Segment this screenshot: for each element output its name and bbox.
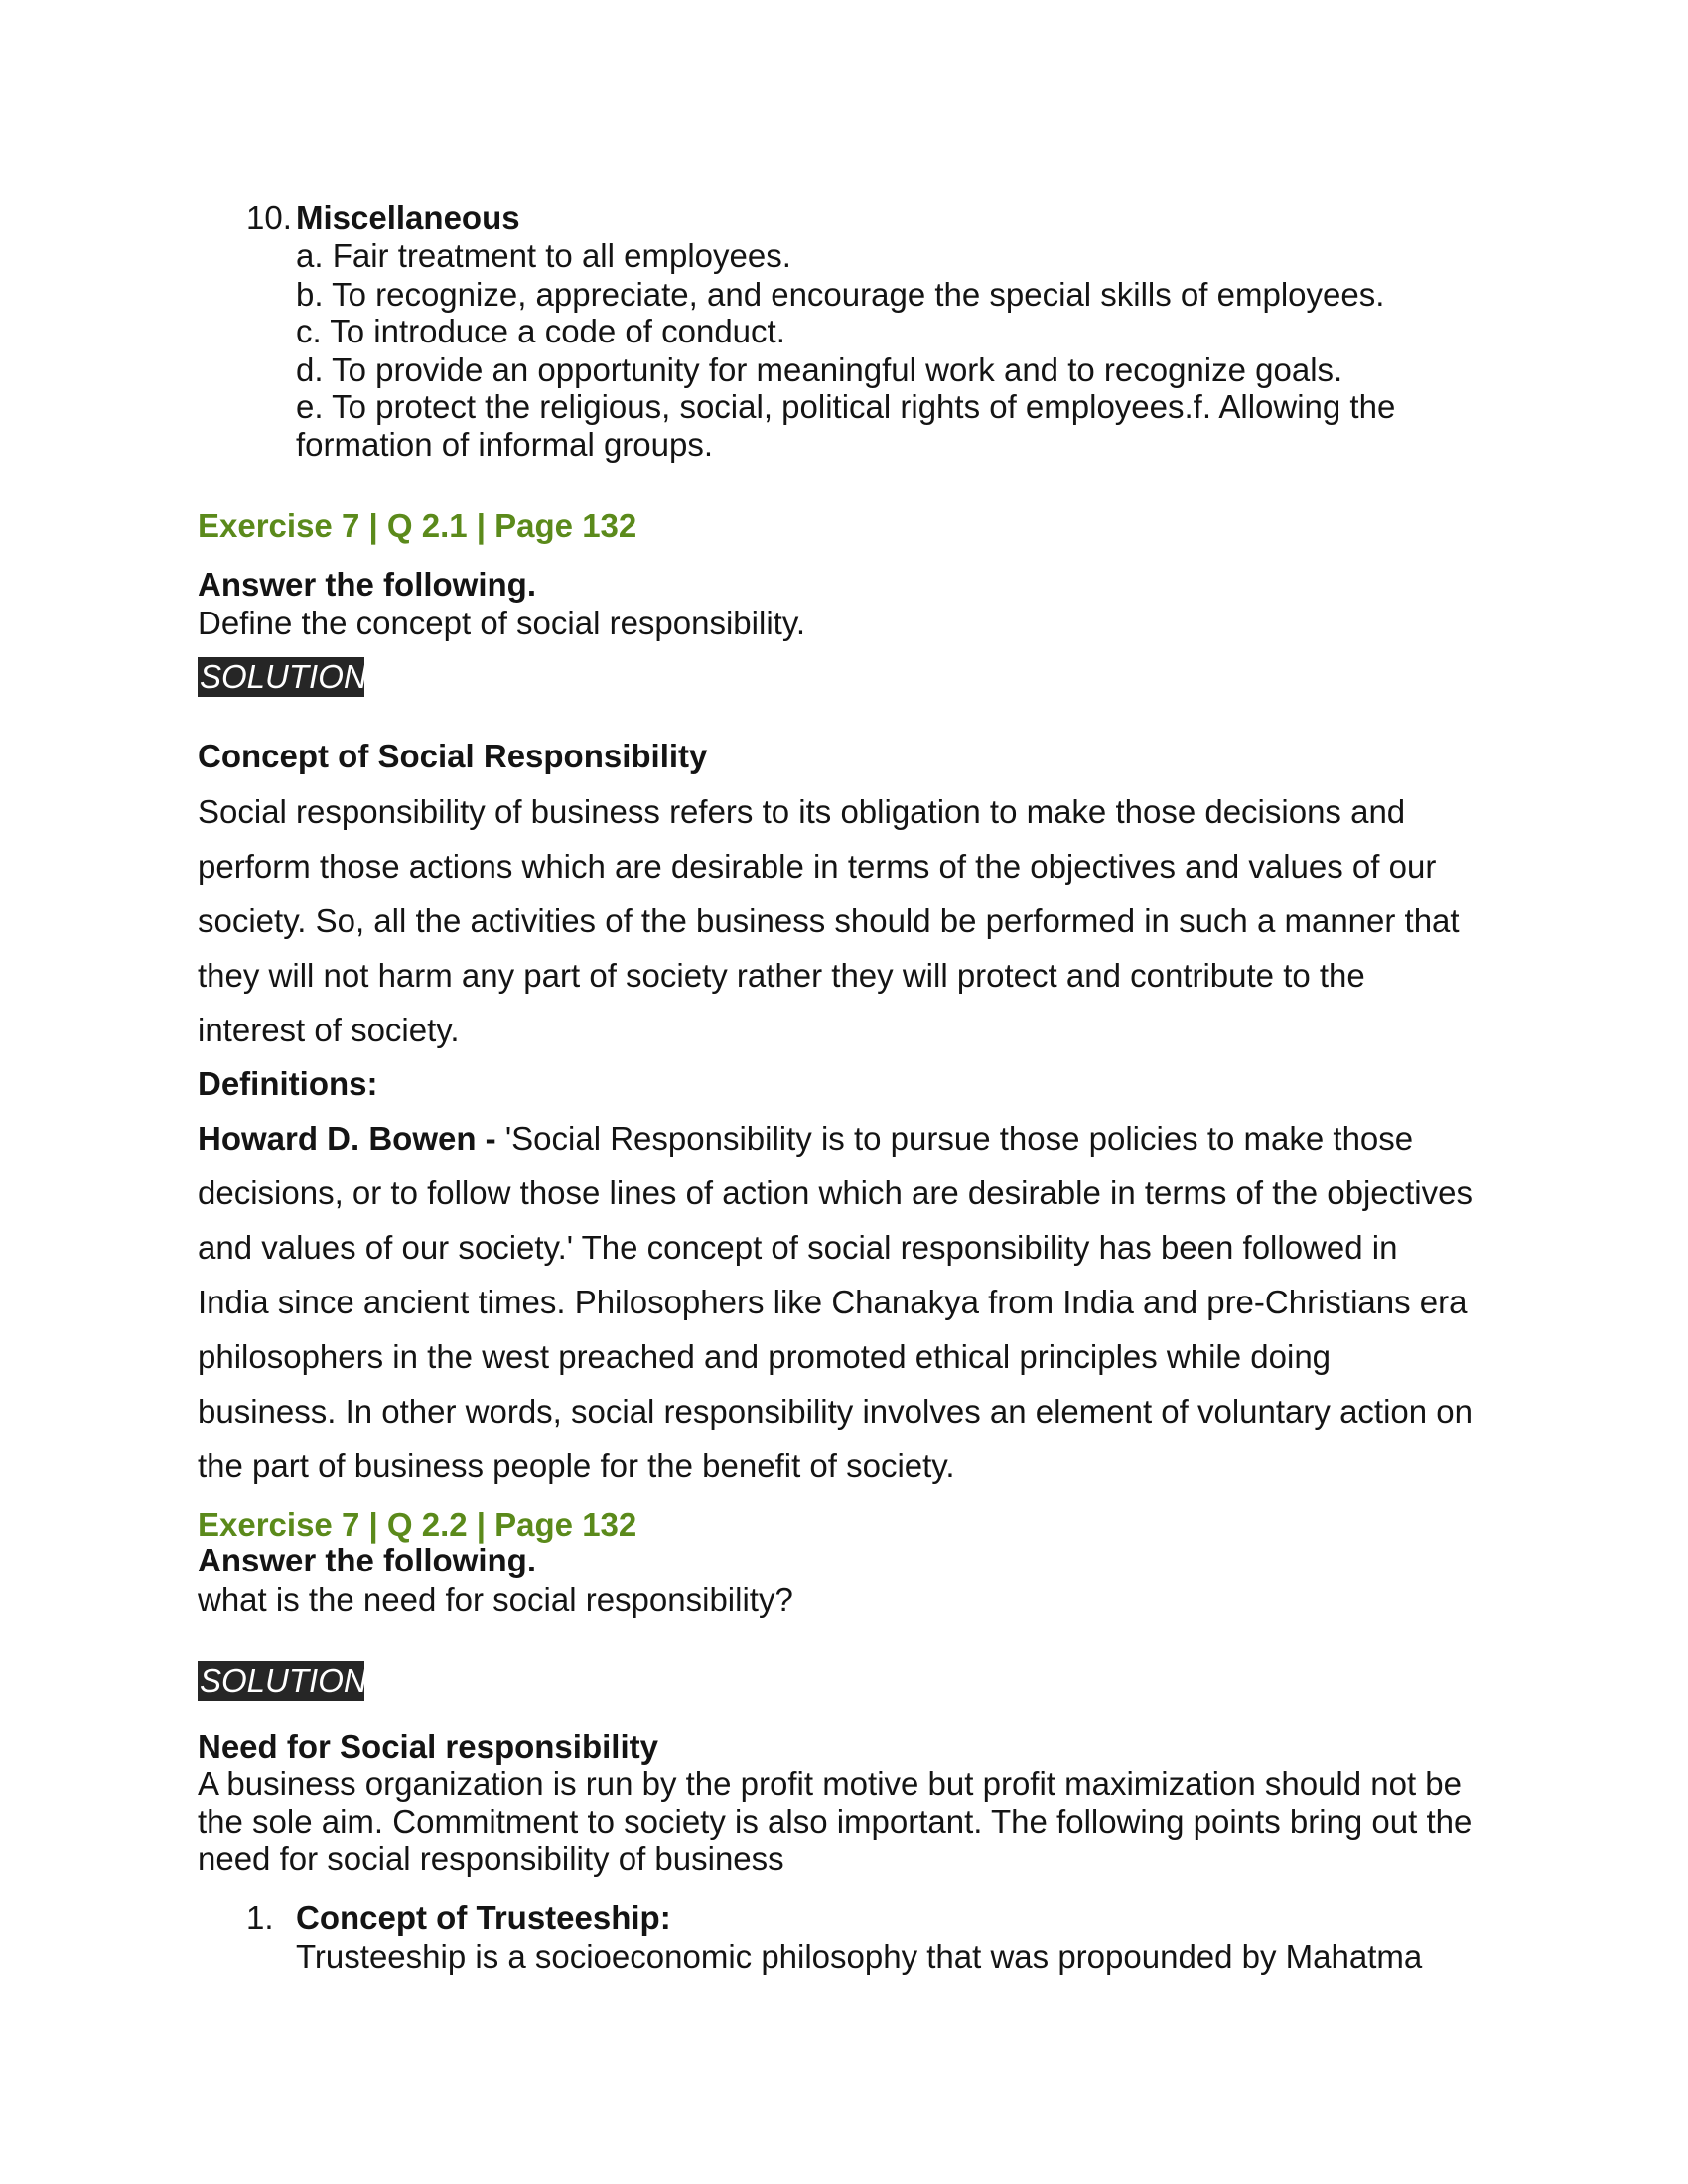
solution-badge: SOLUTION xyxy=(200,1662,367,1699)
list-number: 10. xyxy=(246,200,292,236)
paragraph-line: interest of society. xyxy=(198,1012,460,1048)
question-text: what is the need for social responsibility? xyxy=(198,1581,793,1618)
misc-item: c. To introduce a code of conduct. xyxy=(296,313,785,349)
paragraph-line: A business organization is run by the profit motive but profit maximization should not be xyxy=(198,1765,1463,1802)
paragraph-line: perform those actions which are desirable in terms of the objectives and values of our xyxy=(198,848,1437,885)
paragraph-line: the sole aim. Commitment to society is also important. The following points bring out the xyxy=(198,1803,1473,1840)
paragraph-line: Social responsibility of business refers to its obligation to make those decisions and xyxy=(198,793,1406,830)
paragraph-line: philosophers in the west preached and promoted ethical principles while doing xyxy=(198,1338,1332,1375)
paragraph-line: they will not harm any part of society rather they will protect and contribute to the xyxy=(198,957,1365,994)
misc-item: a. Fair treatment to all employees. xyxy=(296,237,791,274)
misc-item: e. To protect the religious, social, political rights of employees.f. Allowing the xyxy=(296,388,1396,425)
misc-item: d. To provide an opportunity for meaningful work and to recognize goals. xyxy=(296,351,1343,388)
paragraph-line: decisions, or to follow those lines of action which are desirable in terms of the objectives xyxy=(198,1174,1473,1211)
paragraph-line: the part of business people for the benefit of society. xyxy=(198,1447,955,1484)
point-text: Trusteeship is a socioeconomic philosophy that was propounded by Mahatma xyxy=(296,1938,1423,1975)
misc-item: formation of informal groups. xyxy=(296,426,714,463)
point-heading: Concept of Trusteeship: xyxy=(296,1899,671,1936)
exercise-label: Exercise 7 | Q 2.2 | Page 132 xyxy=(198,1506,637,1543)
definition-first-line xyxy=(198,1119,1413,1159)
section-heading: Need for Social responsibility xyxy=(198,1728,658,1765)
definition-author: Howard D. Bowen - xyxy=(198,1120,496,1157)
section-heading: Concept of Social Responsibility xyxy=(198,738,708,774)
solution-badge: SOLUTION xyxy=(200,658,367,695)
misc-heading: Miscellaneous xyxy=(296,200,520,236)
paragraph-line: business. In other words, social responsibility involves an element of voluntary action on xyxy=(198,1393,1474,1430)
paragraph-line: and values of our society.' The concept of social responsibility has been followed in xyxy=(198,1229,1398,1266)
exercise-label: Exercise 7 | Q 2.1 | Page 132 xyxy=(198,507,637,544)
paragraph-line: need for social responsibility of business xyxy=(198,1841,784,1877)
instruction: Answer the following. xyxy=(198,566,537,603)
paragraph-line: society. So, all the activities of the business should be performed in such a manner that xyxy=(198,902,1460,939)
paragraph-line: India since ancient times. Philosophers like Chanakya from India and pre-Christians era xyxy=(198,1284,1468,1320)
question-text: Define the concept of social responsibility. xyxy=(198,605,806,641)
list-number: 1. xyxy=(246,1899,274,1936)
definition-text: 'Social Responsibility is to pursue those policies to make those xyxy=(495,1120,1414,1157)
misc-item: b. To recognize, appreciate, and encourage the special skills of employees. xyxy=(296,276,1385,313)
instruction: Answer the following. xyxy=(198,1542,537,1578)
definitions-heading: Definitions: xyxy=(198,1065,378,1102)
